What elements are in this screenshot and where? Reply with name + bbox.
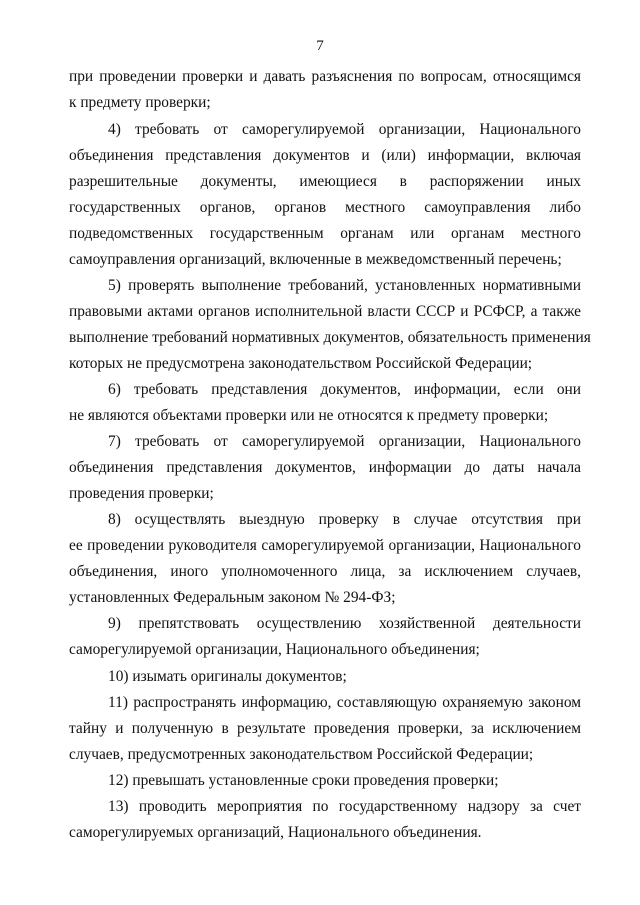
text-line: объединения представления документов и (или) информации, включая [69,147,581,164]
text-line: к предмету проверки; [69,94,211,111]
text-line: 9) препятствовать осуществлению хозяйственной деятельности [108,615,581,632]
text-line: 7) требовать от саморегулируемой организации, Национального [108,433,581,450]
text-line: объединения, иного уполномоченного лица, за исключением случаев, [69,563,581,580]
text-line: тайну и полученную в результате проведения проверки, за исключением [69,720,581,737]
text-line: 11) распространять информацию, составляющую охраняемую законом [108,694,581,711]
text-line: случаев, предусмотренных законодательством Российской Федерации; [69,746,534,763]
text-line: 12) превышать установленные сроки проведения проверки; [108,772,499,789]
text-line: 8) осуществлять выездную проверку в случае отсутствия при [108,511,581,528]
text-line: установленных Федеральным законом № 294-ФЗ; [69,589,396,606]
text-line: 13) проводить мероприятия по государственному надзору за счет [108,798,581,815]
text-line: государственных органов, органов местного самоуправления либо [69,199,581,216]
text-line: саморегулируемых организаций, Национального объединения. [69,824,482,841]
text-line: подведомственных государственным органам или органам местного [69,225,581,242]
text-line: правовыми актами органов исполнительной власти СССР и РСФСР, а также [69,303,581,320]
text-line: проведения проверки; [69,485,214,502]
text-line: 6) требовать представления документов, информации, если они [108,381,581,398]
text-line: которых не предусмотрена законодательством Российской Федерации; [69,355,533,372]
text-line: 10) изымать оригиналы документов; [108,668,347,685]
text-line: ее проведении руководителя саморегулируемой организации, Национального [69,537,581,554]
text-line: при проведении проверки и давать разъяснения по вопросам, относящимся [69,68,581,85]
text-line: 4) требовать от саморегулируемой организации, Национального [108,121,581,138]
text-line: 5) проверять выполнение требований, установленных нормативными [108,277,581,294]
text-line: выполнение требований нормативных документов, обязательность применения [69,329,591,346]
text-line: разрешительные документы, имеющиеся в распоряжении иных [69,173,581,190]
page-number: 7 [316,38,324,54]
text-line: самоуправления организаций, включенные в межведомственный перечень; [69,251,562,268]
text-line: объединения представления документов, информации до даты начала [69,459,581,476]
text-line: не являются объектами проверки или не относятся к предмету проверки; [69,407,549,424]
text-line: саморегулируемой организации, Национального объединения; [69,641,480,658]
